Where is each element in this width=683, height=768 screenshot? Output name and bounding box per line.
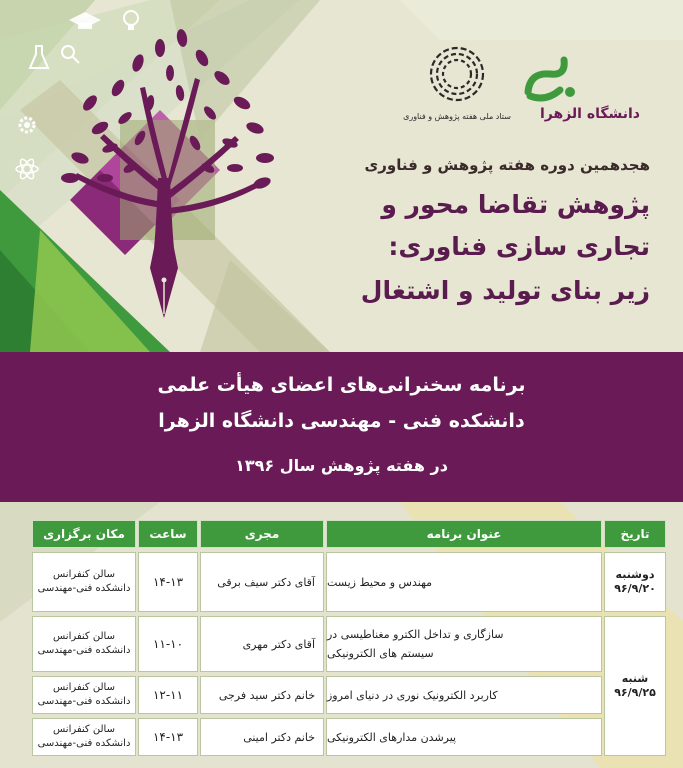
table-row-2-title [326,616,602,672]
date-value: ۹۶/۹/۲۰ [614,582,656,595]
table-row-1-title [326,552,602,612]
table-row-1-time: ۱۴-۱۳ [138,552,198,612]
edition-text: هجدهمین دوره هفته پژوهش و فناوری [364,156,650,174]
date-day: دوشنبه [615,568,655,581]
header-time: ساعت [138,520,198,548]
title-line-1: پژوهش تقاضا محور و [381,190,650,219]
date-cell-1 [604,552,666,612]
venue-line-2: دانشکده فنی-مهندسی [37,738,131,749]
title-line-1: مهندس و محیط زیست [327,575,433,589]
title-line-2: تجاری سازی فناوری: [388,232,650,261]
header-section [0,0,683,352]
title-line-3: زیر بنای تولید و اشتغال [360,276,650,305]
purple-banner [0,352,683,502]
venue-line-1: سالن کنفرانس [53,631,115,642]
table-row-3-time: ۱۲-۱۱ [138,676,198,714]
table-row-4-time: ۱۴-۱۳ [138,718,198,756]
table-row-2-venue [32,616,136,672]
venue-line-2: دانشکده فنی-مهندسی [37,645,131,656]
table-row-2-presenter: آقای دکتر مهری [200,616,324,672]
header-presenter: مجری [200,520,324,548]
title-line-2: سیستم های الکترونیکی [327,647,434,660]
title-line-1: پیرشدن مدارهای الکترونیکی [327,730,457,744]
table-row-4-title [326,718,602,756]
research-week-logo-text: ستاد ملی هفته پژوهش و فناوری [403,112,511,121]
header-title: عنوان برنامه [326,520,602,548]
schedule-table [0,502,683,768]
venue-line-1: سالن کنفرانس [53,724,115,735]
title-line-1: سازگاری و تداخل الکترو مغناطیسی در [327,628,504,641]
table-row-3-venue [32,676,136,714]
table-row-1-venue [32,552,136,612]
title-line-1: کاربرد الکترونیک نوری در دنیای امروز [327,688,498,702]
table-row-4-venue [32,718,136,756]
research-week-logo [402,40,512,132]
research-week-logo-icon [402,40,512,110]
header-date: تاریخ [604,520,666,548]
alzahra-logo [520,52,640,132]
banner-line-3: در هفته پژوهش سال ۱۳۹۶ [235,456,448,475]
table-row-3-presenter: خانم دکتر سید فرجی [200,676,324,714]
tree-pen-icon [30,18,300,318]
banner-line-2: دانشکده فنی - مهندسی دانشگاه الزهرا [158,410,525,432]
venue-line-2: دانشکده فنی-مهندسی [37,696,131,707]
banner-line-1: برنامه سخنرانی‌های اعضای هیأت علمی [157,374,526,396]
venue-line-1: سالن کنفرانس [53,569,115,580]
venue-line-1: سالن کنفرانس [53,682,115,693]
header-venue: مکان برگزاری [32,520,136,548]
table-row-4-presenter: خانم دکتر امینی [200,718,324,756]
date-value: ۹۶/۹/۲۵ [614,686,656,699]
table-row-3-title [326,676,602,714]
date-cell-2 [604,616,666,756]
table-row-1-presenter: آقای دکتر سیف برقی [200,552,324,612]
table-row-2-time: ۱۱-۱۰ [138,616,198,672]
venue-line-2: دانشکده فنی-مهندسی [37,583,131,594]
date-day: شنبه [621,672,649,685]
alzahra-logo-text: دانشگاه الزهرا [539,106,640,122]
zahra-logo-icon [520,52,580,112]
